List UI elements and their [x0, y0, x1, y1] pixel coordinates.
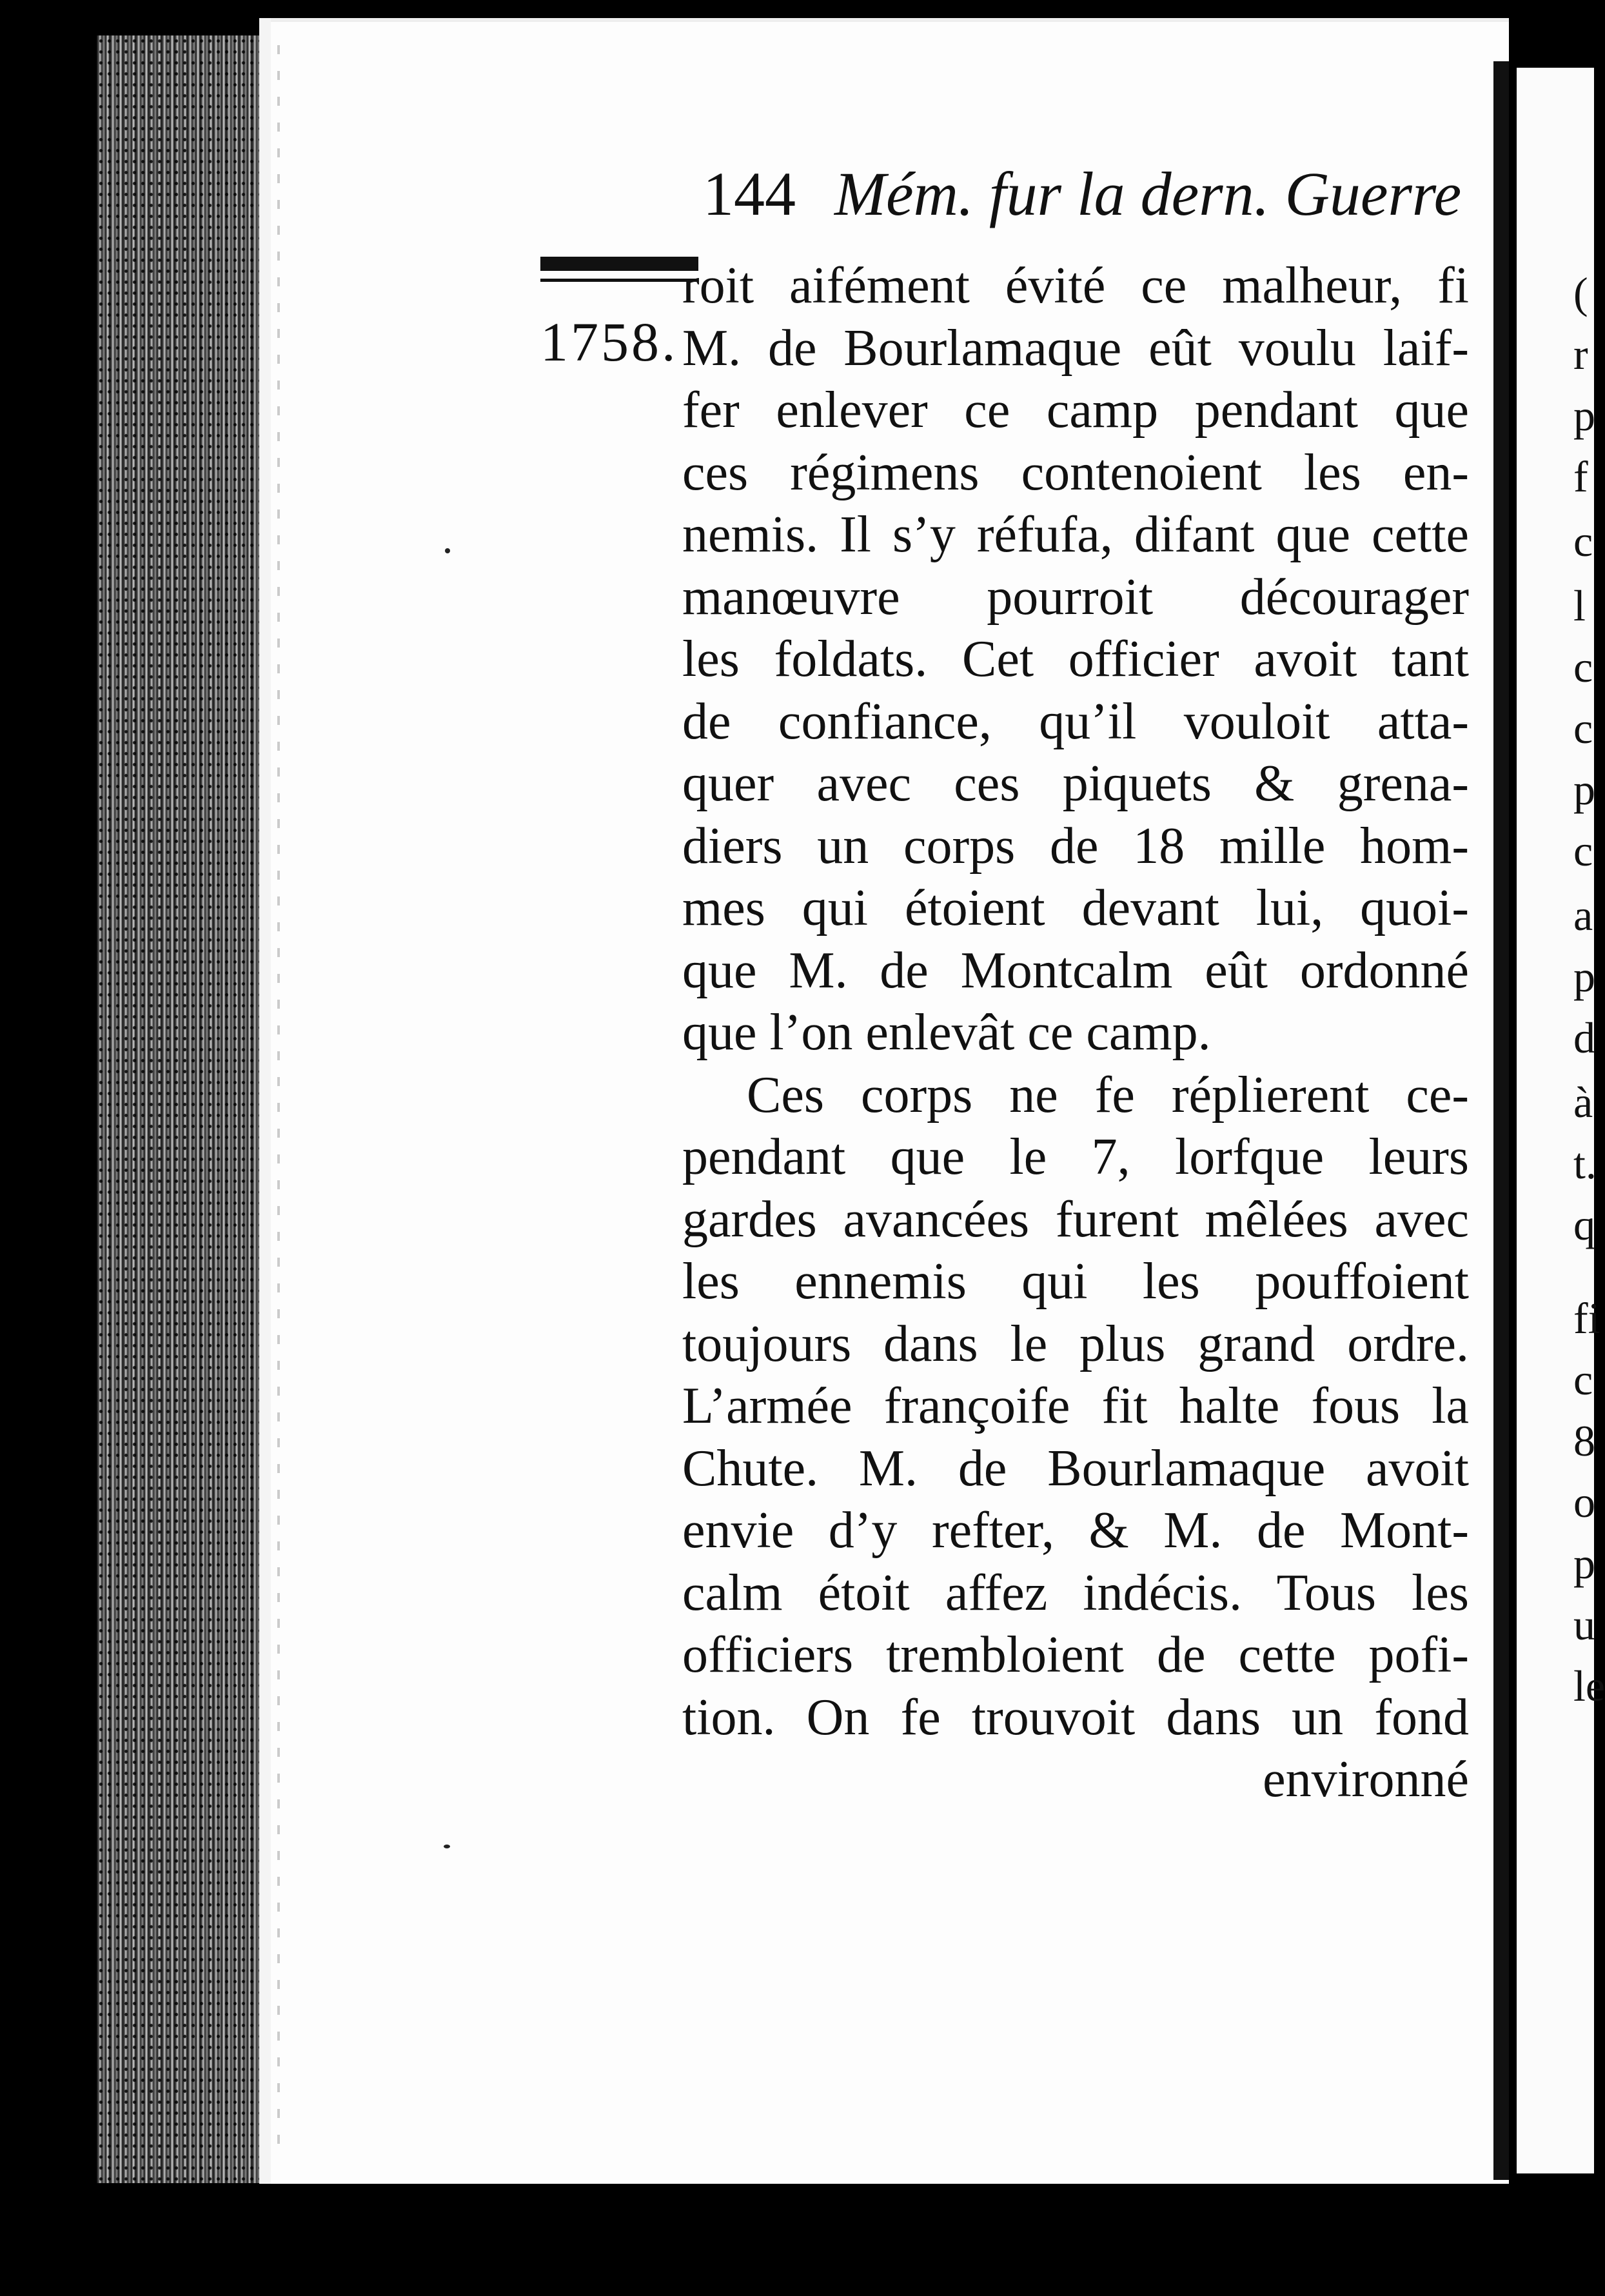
- ink-speck: [445, 548, 450, 553]
- facing-page-letter: u: [1573, 1600, 1595, 1649]
- text-line: ces régimens contenoient les en-: [682, 444, 1469, 501]
- text-line: Chute. M. de Bourlamaque avoit: [682, 1440, 1469, 1497]
- text-line: les ennemis qui les pouffoient: [682, 1253, 1469, 1310]
- text-line: fer enlever ce camp pendant que: [682, 382, 1469, 439]
- facing-page-letter: c: [1573, 826, 1593, 875]
- marginal-rule-thick: [540, 257, 698, 271]
- marginal-rule-thin: [540, 279, 698, 282]
- facing-page-letter: f: [1573, 452, 1588, 501]
- running-title: Mém. fur la dern. Guerre: [834, 159, 1462, 228]
- facing-page-letter: p: [1573, 765, 1595, 814]
- facing-page-letter: o: [1573, 1478, 1595, 1527]
- facing-page-letter: t.: [1573, 1139, 1597, 1188]
- text-line: diers un corps de 18 mille hom-: [682, 817, 1469, 875]
- text-line: de confiance, qu’il vouloit atta-: [682, 693, 1469, 750]
- text-line: quer avec ces piquets & grena-: [682, 755, 1469, 812]
- facing-page-letter: p: [1573, 391, 1595, 440]
- text-line: que M. de Montcalm eût ordonné: [682, 942, 1469, 999]
- text-line: toujours dans le plus grand ordre.: [682, 1315, 1469, 1372]
- text-line: tion. On fe trouvoit dans un fond: [682, 1688, 1469, 1746]
- text-line: M. de Bourlamaque eût voulu laif-: [682, 319, 1469, 377]
- text-line: pendant que le 7, lorfque leurs: [682, 1129, 1469, 1185]
- text-line: roit aifément évité ce malheur, fi: [682, 257, 1469, 314]
- facing-page-letter: c: [1573, 642, 1593, 691]
- facing-page-letter: 8: [1573, 1416, 1595, 1465]
- facing-page-letter: c: [1573, 1355, 1593, 1404]
- body-text: [682, 255, 1469, 1811]
- facing-page-letter: r: [1573, 330, 1588, 379]
- facing-page-letter: a: [1573, 891, 1593, 940]
- facing-page-letter: c: [1573, 517, 1593, 566]
- facing-page-letter: c: [1573, 704, 1593, 753]
- page-inner-edge: [277, 45, 280, 2154]
- text-line: officiers trembloient de cette pofi-: [682, 1627, 1469, 1683]
- ink-speck: [444, 1845, 450, 1848]
- page-number: 144: [703, 159, 796, 228]
- facing-page-letter: fi: [1573, 1294, 1600, 1343]
- facing-page-letter: q: [1573, 1200, 1595, 1249]
- facing-page-letter: à: [1573, 1078, 1593, 1127]
- text-line: les foldats. Cet officier avoit tant: [682, 631, 1469, 688]
- text-line: calm étoit affez indécis. Tous les: [682, 1564, 1469, 1621]
- text-line: manœuvre pourroit décourager: [682, 568, 1469, 626]
- running-header: [703, 158, 1461, 230]
- margin-year-note: 1758.: [540, 311, 678, 373]
- text-line: que l’on enlevât ce camp.: [682, 1004, 1211, 1061]
- book-gutter: [1493, 61, 1509, 2180]
- facing-page-letter: d: [1573, 1013, 1595, 1062]
- text-line-paragraph-start: Ces corps ne fe réplierent ce-: [747, 1066, 1469, 1123]
- facing-page-letter: p: [1573, 952, 1595, 1001]
- text-line: gardes avancées furent mêlées avec: [682, 1191, 1469, 1248]
- text-line: L’armée françoife fit halte fous la: [682, 1378, 1469, 1434]
- facing-page-letter: l: [1573, 581, 1586, 630]
- text-line: mes qui étoient devant lui, quoi-: [682, 880, 1469, 936]
- text-line: nemis. Il s’y réfufa, difant que cette: [682, 506, 1469, 563]
- catchword: environné: [1263, 1751, 1469, 1808]
- facing-page-letter: (: [1573, 268, 1588, 317]
- facing-page-letter: p: [1573, 1539, 1595, 1588]
- facing-page-letter: le: [1573, 1661, 1605, 1710]
- text-line: envie d’y refter, & M. de Mont-: [682, 1502, 1469, 1559]
